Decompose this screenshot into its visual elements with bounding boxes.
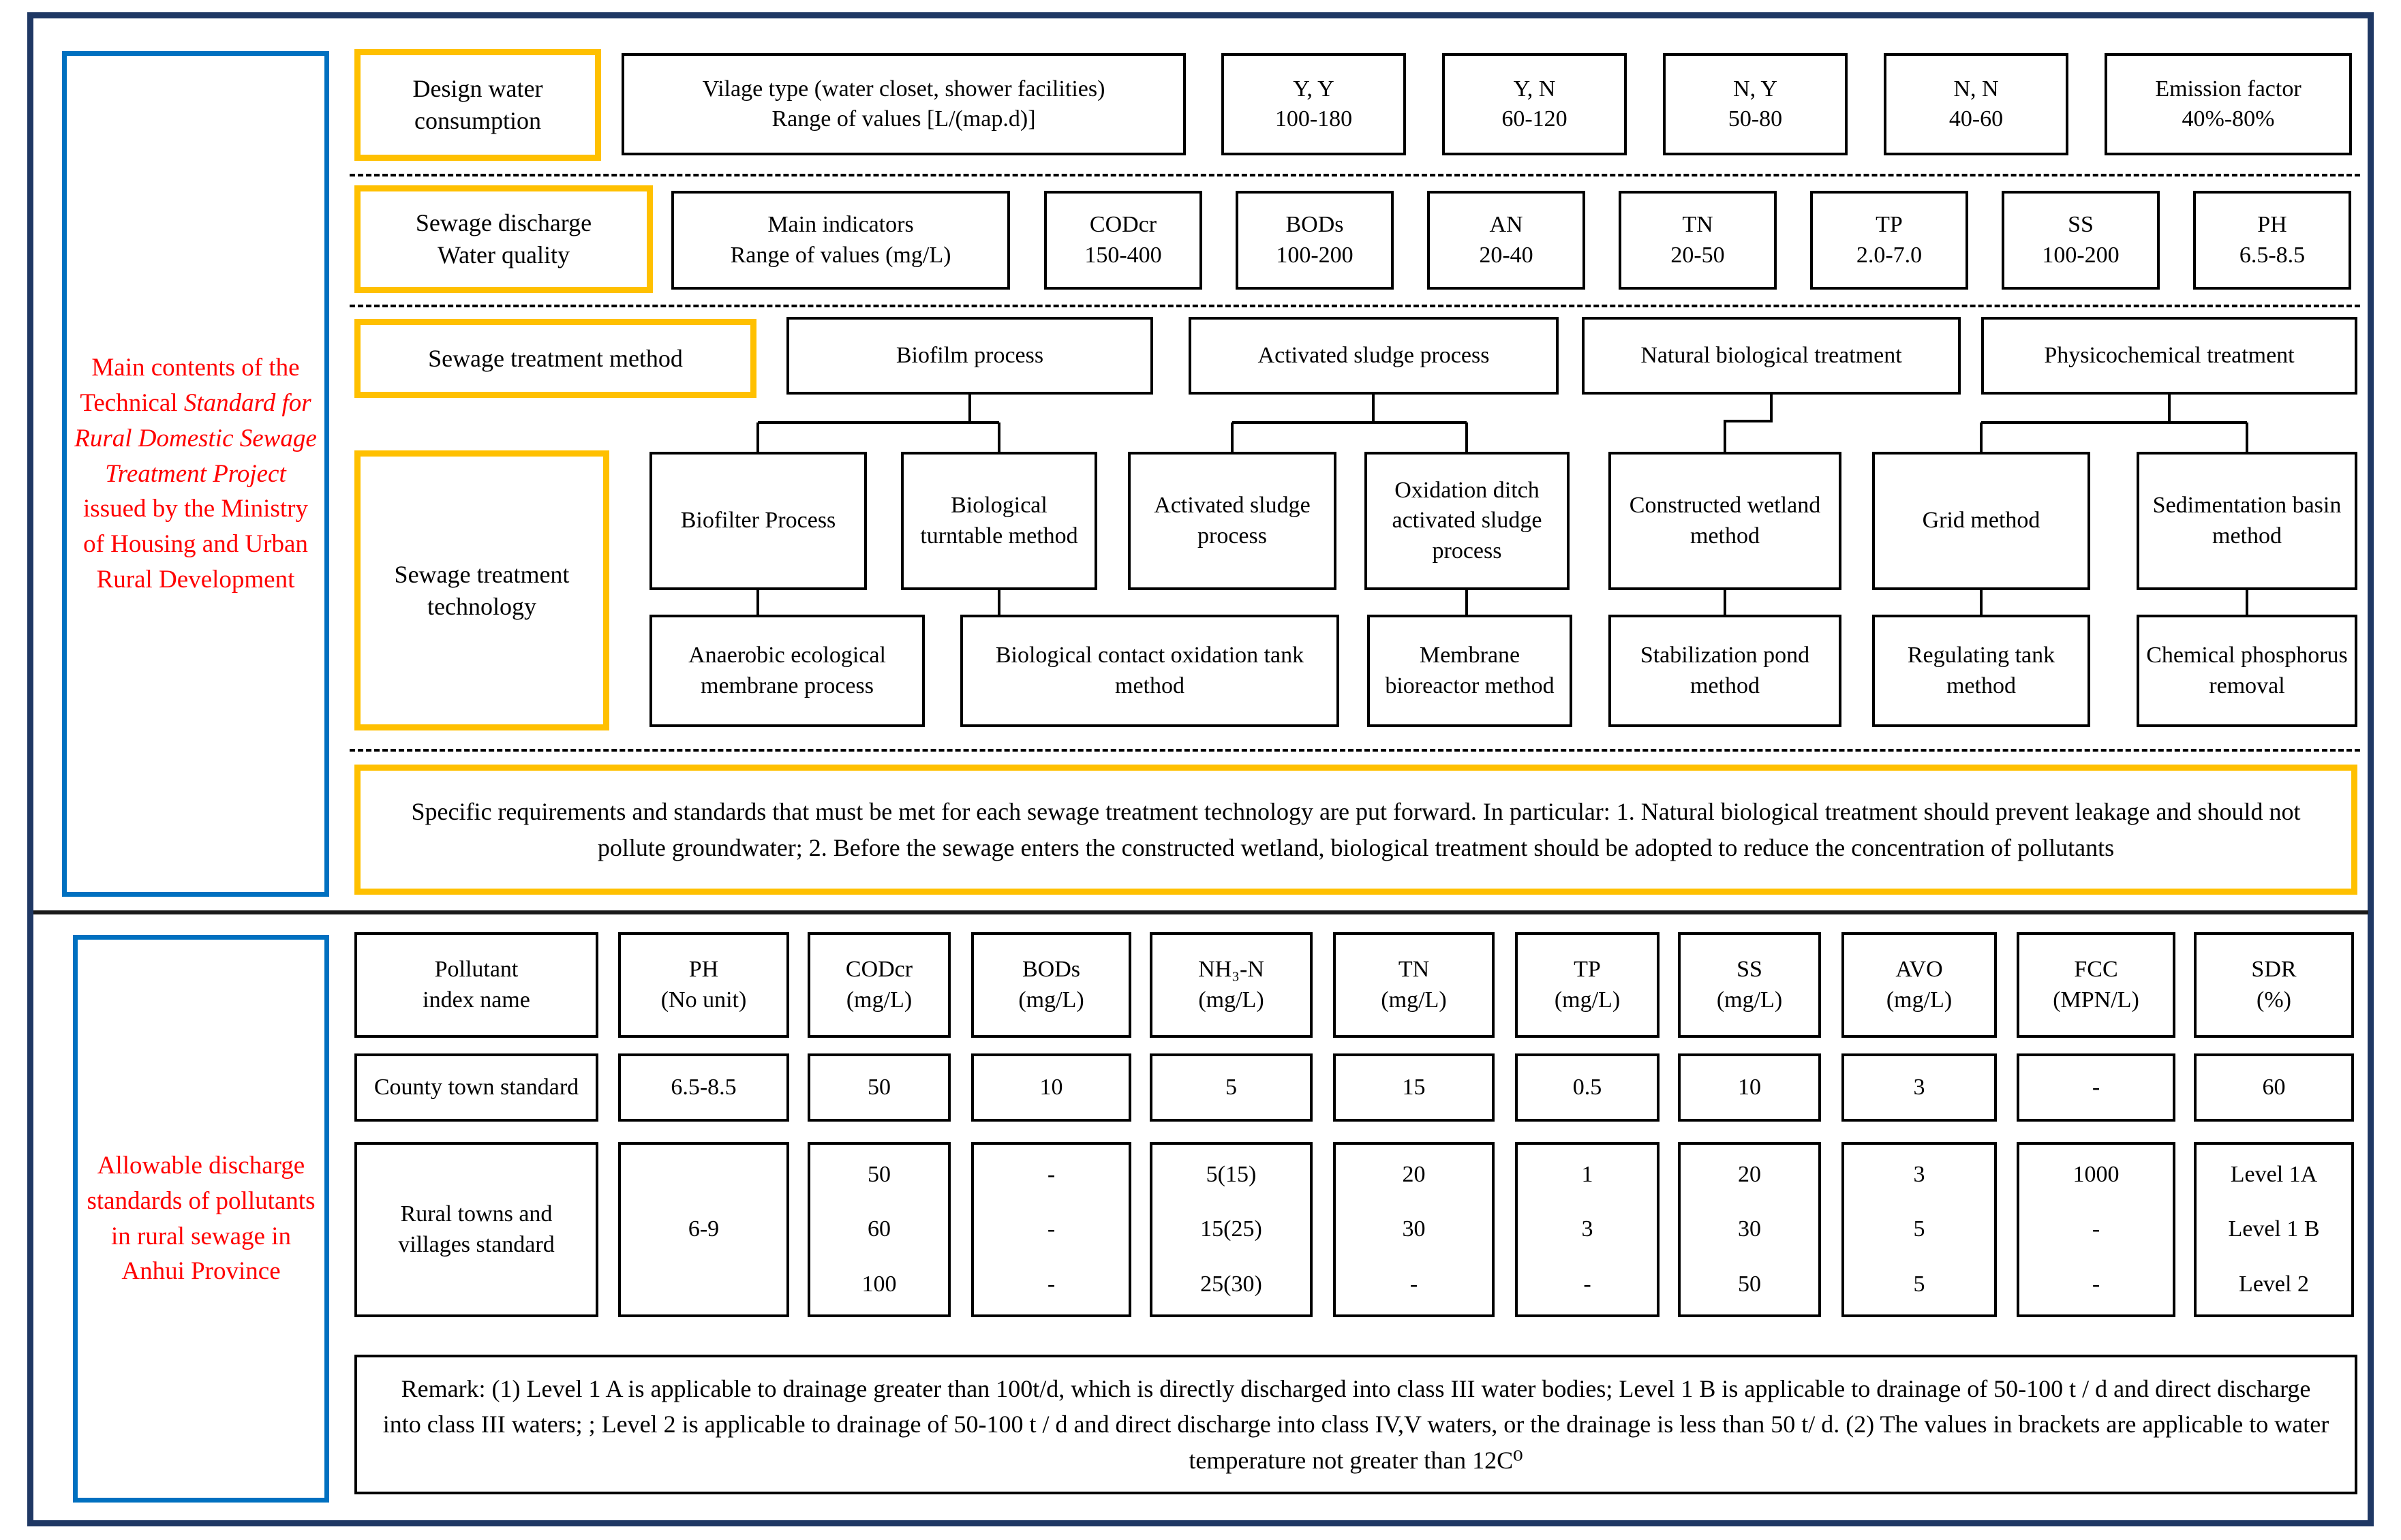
cell-value-2: 30 [1402,1216,1426,1242]
cell-value-3: - [1047,1271,1056,1297]
tree-node-stabilization-pond [1608,615,1841,727]
cell-value-1: 1000 [2073,1162,2120,1188]
header-line1: CODcr [845,957,913,983]
cell-value-3: - [1583,1271,1591,1297]
row-name-text: County town standard [373,1074,579,1100]
node-text: Grid method [1922,508,2040,534]
cell-line1: SS [2068,212,2094,238]
cell-value-3: - [2092,1271,2100,1297]
cell-line2: 150-400 [1084,242,1162,268]
cell-line2: 100-180 [1274,106,1353,132]
table-header-ss [1678,932,1821,1038]
tree-node-physicochemical-treatment [1981,317,2357,395]
table-header-fcc [2017,932,2175,1038]
header-line2: (%) [2257,987,2291,1013]
cell-value-3: 50 [1738,1271,1761,1297]
node-text: Membrane bioreactor method [1385,643,1555,698]
cell-value-1: 50 [868,1162,891,1188]
specific-requirements-note [354,765,2357,895]
header-line1: Pollutant [434,957,519,983]
header-line2: (mg/L) [846,987,913,1013]
label-text: Sewage treatment technology [394,560,570,620]
cell-value: 10 [1039,1074,1063,1100]
cell-value-2: Level 1 B [2228,1216,2320,1242]
cell-line1: CODcr [1089,212,1157,238]
cell-line2: 40-60 [1948,106,2004,132]
table-header-nh3n [1150,932,1313,1038]
county-cell-ss [1678,1053,1821,1122]
tree-node-natural-biological-treatment [1582,317,1961,395]
header-line2: (mg/L) [1381,987,1447,1013]
node-text: Biofilm process [896,342,1044,368]
side-label-italic-title: Standard for Rural Domestic Sewage Treatment Project [74,389,317,488]
county-cell-nh3n [1150,1053,1313,1122]
cell-value-2: 60 [868,1216,891,1242]
cell-value-2: 3 [1581,1216,1593,1242]
tree-node-biological-contact-oxidation-tank [960,615,1339,727]
cell-value-1: 20 [1738,1162,1761,1188]
header-line1: Vilage type (water closet, shower facilities) [702,76,1105,102]
header-line2: (mg/L) [1716,987,1783,1013]
node-text: Biological turntable method [920,493,1078,549]
node-text: Biofilter Process [680,508,836,534]
cell-line2: 50-80 [1728,106,1783,132]
tree-node-sedimentation-basin [2137,452,2357,590]
top-side-label-text [74,350,318,598]
cell-value: 6-9 [688,1216,720,1242]
cell-value: 5 [1225,1074,1237,1100]
header-line2: (mg/L) [1018,987,1084,1013]
tree-node-activated-sludge-process-sub [1128,452,1336,590]
table-header-tn [1333,932,1495,1038]
node-text: Biological contact oxidation tank method [995,643,1304,698]
village-type-header [622,53,1186,155]
header-line2: (mg/L) [1886,987,1953,1013]
node-text: Stabilization pond method [1640,643,1810,698]
sewage-treatment-method-label [354,319,756,398]
cell-value: 60 [2262,1074,2286,1100]
header-line2: index name [423,987,530,1013]
cell-line2: 100-200 [1276,242,1354,268]
side-label-prefix: Main contents of the Technical [80,354,300,417]
cell-value-3: - [1409,1271,1418,1297]
label-line1: Sewage discharge [415,209,592,237]
node-text: Oxidation ditch activated sludge process [1392,478,1542,564]
top-section-side-label [62,51,329,897]
table-header-pollutant-index [354,932,598,1038]
cell-line2: 2.0-7.0 [1856,242,1923,268]
node-text: Physicochemical treatment [2044,342,2295,368]
header-line2: Range of values (mg/L) [730,242,951,268]
cell-value-2: 5 [1913,1216,1925,1242]
sewage-treatment-technology-label [354,450,609,730]
county-cell-tn [1333,1053,1495,1122]
cell-line2: 40%-80% [2182,106,2275,132]
county-cell-codcr [808,1053,951,1122]
cell-line2: 6.5-8.5 [2239,242,2306,268]
rural-cell-tp [1515,1142,1660,1317]
cell-line1: AN [1489,212,1523,238]
rural-cell-bods [971,1142,1131,1317]
node-text: Natural biological treatment [1640,342,1902,368]
tree-node-biofilter-process [649,452,867,590]
table-header-tp [1515,932,1660,1038]
rural-cell-avo [1841,1142,1997,1317]
cell-value: 6.5-8.5 [671,1074,737,1100]
rural-cell-fcc [2017,1142,2175,1317]
main-indicators-header [671,191,1010,290]
design-cell-ny [1663,53,1848,155]
node-text: Regulating tank method [1907,643,2055,698]
cell-line1: TN [1682,212,1713,238]
header-line2: (mg/L) [1554,987,1621,1013]
side-label-suffix: issued by the Ministry of Housing and Urban Rural Development [83,495,308,594]
design-cell-emission-factor [2105,53,2352,155]
cell-line1: TP [1876,212,1903,238]
cell-value: - [2092,1074,2100,1100]
tree-node-membrane-bioreactor [1367,615,1572,727]
cell-value-1: 1 [1581,1162,1593,1188]
remark-note [354,1355,2357,1494]
rural-row-name [354,1142,598,1317]
label-text: Sewage treatment method [428,344,683,372]
rural-cell-codcr [808,1142,951,1317]
cell-line2: 20-50 [1670,242,1725,268]
tree-node-oxidation-ditch [1364,452,1570,590]
design-cell-nn [1884,53,2068,155]
cell-line1: Y, Y [1293,76,1334,102]
cell-value-3: Level 2 [2239,1271,2309,1297]
county-row-name [354,1053,598,1122]
design-cell-yn [1442,53,1627,155]
cell-value-1: - [1047,1162,1056,1188]
section-divider [33,910,2368,914]
cell-value-1: 20 [1402,1162,1426,1188]
table-header-bods [971,932,1131,1038]
cell-value-1: Level 1A [2230,1162,2318,1188]
remark-text: Remark: (1) Level 1 A is applicable to drainage greater than 100t/d, which is directly discharged into class III water bodies; Level 1 B is applicable to drainage of 50-100 t / d and direct discharge into class III waters; ; Level 2 is applicable to drainage of 50-100 t / d and direct discharge into class IV,V waters, or the drainage is less than 50 t/ d. (2) The values in brackets are applicable to water temperature not greater than 12C⁰ [382,1375,2329,1474]
tree-node-chemical-phosphorus-removal [2137,615,2357,727]
requirements-text: Specific requirements and standards that must be met for each sewage treatment technology are put forward. In particular: 1. Natural biological treatment should prevent leakage and should not pollute groundwater; 2. Before the sewage enters the constructed wetland, biological treatment should be adopted to reduce the concentration of pollutants [411,798,2301,861]
header-line1: TP [1574,957,1601,983]
label-text: Design water consumption [412,75,543,134]
header-line2: (mg/L) [1198,987,1264,1013]
tree-node-regulating-tank [1872,615,2090,727]
cell-line1: Y, N [1513,76,1556,102]
cell-line2: 20-40 [1479,242,1533,268]
node-text: Activated sludge process [1154,493,1311,549]
cell-value: 50 [868,1074,891,1100]
node-text: Activated sludge process [1257,342,1490,368]
tree-node-constructed-wetland [1608,452,1841,590]
cell-value: 15 [1402,1074,1426,1100]
cell-value-1: 5(15) [1206,1162,1257,1188]
cell-line1: BODs [1285,212,1344,238]
header-line2: (No unit) [660,987,747,1013]
cell-value-3: 25(30) [1200,1271,1262,1297]
header-line1: FCC [2074,957,2118,983]
node-text: Anaerobic ecological membrane process [688,643,886,698]
cell-value-2: - [1047,1216,1056,1242]
tree-node-activated-sludge-process [1189,317,1559,395]
cell-value-3: 5 [1913,1271,1925,1297]
cell-value-2: - [2092,1216,2100,1242]
table-header-avo [1841,932,1997,1038]
header-line2: Range of values [L/(map.d)] [771,106,1036,132]
dashed-separator-3 [350,749,2360,752]
dashed-separator-1 [350,174,2360,176]
cell-line1: N, N [1953,76,1999,102]
tree-node-grid-method [1872,452,2090,590]
tree-node-anaerobic-ecological-membrane [649,615,925,727]
cell-value: 3 [1913,1074,1925,1100]
header-line1: PH [688,957,719,983]
cell-line1: PH [2257,212,2287,238]
cell-value: 10 [1738,1074,1761,1100]
rural-cell-sdr [2194,1142,2354,1317]
header-line1: SDR [2251,957,2297,983]
cell-value-2: 15(25) [1200,1216,1262,1242]
rural-cell-tn [1333,1142,1495,1317]
county-cell-sdr [2194,1053,2354,1122]
tree-node-biofilm-process [786,317,1153,395]
header-line1: TN [1398,957,1430,983]
cell-value-2: 30 [1738,1216,1761,1242]
bottom-section-side-label [73,935,329,1503]
node-text: Constructed wetland method [1629,493,1821,549]
rural-cell-ph [618,1142,789,1317]
quality-cell-ss [2002,191,2160,290]
design-cell-yy [1221,53,1406,155]
quality-cell-codcr [1044,191,1202,290]
cell-line1: N, Y [1733,76,1777,102]
row-name-text: Rural towns and villages standard [398,1201,555,1257]
header-line1: SS [1737,957,1762,983]
quality-cell-an [1427,191,1585,290]
rural-cell-ss [1678,1142,1821,1317]
header-line1: Main indicators [767,212,914,238]
quality-cell-bods [1236,191,1394,290]
rural-cell-nh3n [1150,1142,1313,1317]
header-line2: (MPN/L) [2053,987,2139,1013]
header-line1: NH₃-N [1198,957,1264,983]
quality-cell-tn [1619,191,1777,290]
quality-cell-tp [1810,191,1968,290]
quality-cell-ph [2193,191,2351,290]
cell-value-3: 100 [861,1271,897,1297]
cell-value-1: 3 [1913,1162,1925,1188]
county-cell-ph [618,1053,789,1122]
dashed-separator-2 [350,305,2360,307]
bottom-side-label-text: Allowable discharge standards of pollutants in rural sewage in Anhui Province [87,1151,316,1286]
table-header-codcr [808,932,951,1038]
county-cell-tp [1515,1053,1660,1122]
node-text: Sedimentation basin method [2152,493,2342,549]
sewage-discharge-quality-label [354,185,653,293]
county-cell-fcc [2017,1053,2175,1122]
county-cell-avo [1841,1053,1997,1122]
county-cell-bods [971,1053,1131,1122]
cell-line2: 100-200 [2042,242,2120,268]
label-line2: Water quality [437,241,570,268]
header-line1: AVO [1895,957,1943,983]
node-text: Chemical phosphorus removal [2146,643,2348,698]
cell-line2: 60-120 [1501,106,1567,132]
table-header-ph [618,932,789,1038]
tree-node-biological-turntable-method [901,452,1097,590]
cell-line1: Emission factor [2155,76,2301,102]
design-water-consumption-label [354,49,601,161]
table-header-sdr [2194,932,2354,1038]
cell-value: 0.5 [1572,1074,1602,1100]
header-line1: BODs [1022,957,1081,983]
